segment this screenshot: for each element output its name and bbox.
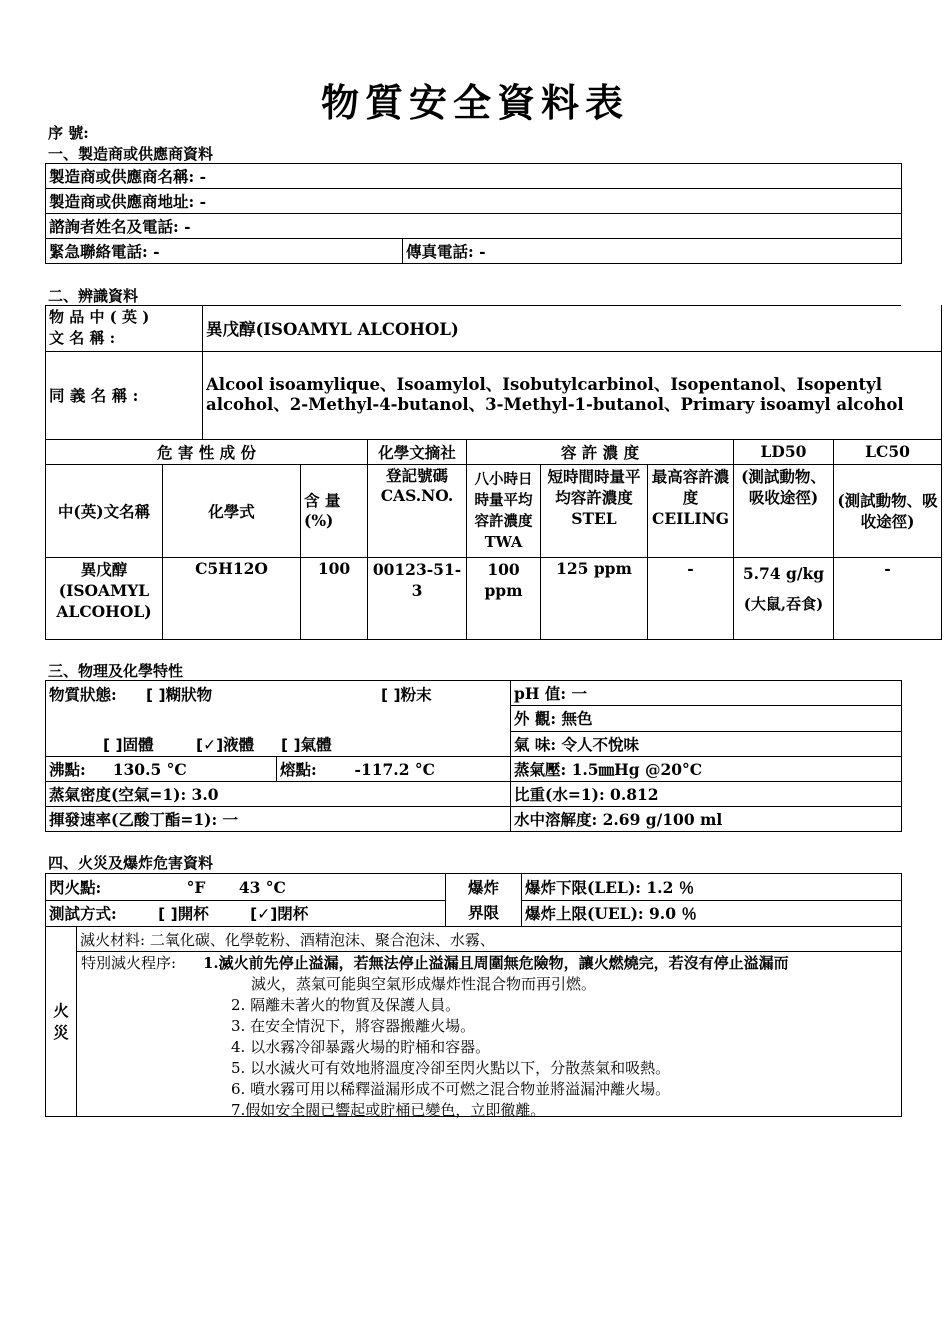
col-name-header: 中(英)文名稱 xyxy=(46,464,163,557)
step-6: 6. 噴水霧可用以稀釋溢漏形成不可燃之混合物並將溢漏沖離火場。 xyxy=(231,1080,671,1098)
row-stel: 125 ppm xyxy=(541,557,648,639)
product-name-label: 物 品 中 ( 英 ) 文 名 稱 : xyxy=(46,305,203,351)
physical-state-cell: 物質狀態: [ ]糊狀物 [ ]粉末 [ ]固體 [✓]液體 [ ]氣體 xyxy=(46,681,511,757)
extinguishing-media-cell: 滅火材料: 二氧化碳、化學乾粉、酒精泡沫、聚合泡沫、水霧、 xyxy=(77,927,902,952)
row-cas: 00123-51-3 xyxy=(368,557,467,639)
section-4-heading: 四、火災及爆炸危害資料 xyxy=(48,854,214,872)
exposure-limits-header: 容 許 濃 度 xyxy=(467,439,734,464)
product-name-value: 異戊醇(ISOAMYL ALCOHOL) xyxy=(203,305,942,351)
fire-label: 火 災 xyxy=(46,927,77,1117)
manufacturer-address-row: 製造商或供應商地址: - xyxy=(46,189,902,214)
test-method-cell: 測試方式: [ ]開杯 [✓]閉杯 xyxy=(46,900,446,927)
col-twa-header: 八小時日時量平均容許濃度 TWA xyxy=(467,464,541,557)
step-5: 5. 以水滅火可有效地將溫度冷卻至閃火點以下，分散蒸氣和吸熱。 xyxy=(231,1059,671,1077)
identification-table xyxy=(45,305,942,640)
row-formula: C5H12O xyxy=(163,557,301,639)
flash-point-cell: 閃火點: °F 43 °C xyxy=(46,874,446,901)
step-4: 4. 以水霧冷卻暴露火場的貯桶和容器。 xyxy=(231,1038,491,1056)
ph-cell: pH 值: 一 xyxy=(511,681,902,706)
explosion-limits-label: 爆炸 界限 xyxy=(446,874,522,927)
fax-cell: 傳真電話: - xyxy=(403,239,902,264)
special-procedures-cell: 特別滅火程序: 1.滅火前先停止溢漏，若無法停止溢漏且周圍無危險物，讓火燃燒完，若沒有停止溢漏而 滅火，蒸氣可能與空氣形成爆炸性混合物而再引燃。 2. 隔離未著火的物質及保護人員。 3. 在安全情況下，將容器搬離火場。 4. 以水霧冷卻暴露火場的貯桶和容器。 5. 以水滅火可有效地將溫度冷卻至閃火點以下，分散蒸氣和吸熱。 6. 噴水霧可用以稀釋溢漏形成不可燃之混合物並將溢漏沖離火場。 7.假如安全閥已響起或貯桶已變色，立即徹離。 xyxy=(77,952,902,1117)
step-3: 3. 在安全情況下，將容器搬離火場。 xyxy=(231,1017,476,1035)
physical-properties-table xyxy=(45,680,902,832)
solubility-cell: 水中溶解度: 2.69 g/100 ml xyxy=(511,807,902,832)
uel-cell: 爆炸上限(UEL): 9.0 ％ xyxy=(522,900,902,927)
odor-cell: 氣 味: 令人不悅味 xyxy=(511,731,902,756)
row-ceiling: - xyxy=(648,557,734,639)
step-7: 7.假如安全閥已響起或貯桶已變色，立即徹離。 xyxy=(231,1101,546,1119)
fire-hazard-table xyxy=(45,873,902,1117)
synonyms-value: Alcool isoamylique、Isoamylol、Isobutylcarbinol、Isopentanol、Isopentyl alcohol、2-Methyl-4-butanol、3-Methyl-1-butanol、Primary isoamyl alcohol xyxy=(203,351,942,439)
serial-number: 序 號: xyxy=(48,124,89,142)
manufacturer-table xyxy=(45,163,902,264)
cas-header: 化學文摘社 xyxy=(368,439,467,464)
step-2: 2. 隔離未著火的物質及保護人員。 xyxy=(231,996,461,1014)
evaporation-rate-cell: 揮發速率(乙酸丁酯=1): 一 xyxy=(46,807,511,832)
vapor-density-cell: 蒸氣密度(空氣=1): 3.0 xyxy=(46,782,511,807)
row-lc50: - xyxy=(834,557,942,639)
hazard-components-header: 危 害 性 成 份 xyxy=(46,439,368,464)
section-3-heading: 三、物理及化學特性 xyxy=(48,662,184,680)
row-name: 異戊醇(ISOAMYL ALCOHOL) xyxy=(46,557,163,639)
section-1-heading: 一、製造商或供應商資料 xyxy=(48,145,214,163)
emergency-phone-cell: 緊急聯絡電話: - xyxy=(46,239,403,264)
ld50-header: LD50 xyxy=(734,439,834,464)
melting-point-cell: 熔點: -117.2 °C xyxy=(277,757,511,782)
row-ld50: 5.74 g/kg (大鼠,吞食) xyxy=(734,557,834,639)
specific-gravity-cell: 比重(水=1): 0.812 xyxy=(511,782,902,807)
step-1-cont: 滅火，蒸氣可能與空氣形成爆炸性混合物而再引燃。 xyxy=(251,975,597,993)
col-ceiling-header: 最高容許濃度 CEILING xyxy=(648,464,734,557)
section-2-heading: 二、辨識資料 xyxy=(48,287,139,305)
col-formula-header: 化學式 xyxy=(163,464,301,557)
row-content: 100 xyxy=(301,557,368,639)
appearance-cell: 外 觀: 無色 xyxy=(511,706,902,731)
step-1: 1.滅火前先停止溢漏，若無法停止溢漏且周圍無危險物，讓火燃燒完，若沒有停止溢漏而 xyxy=(203,954,789,972)
page-title: 物質安全資料表 xyxy=(320,80,629,125)
col-cas-header: 登記號碼 CAS.NO. xyxy=(368,464,467,557)
synonyms-label: 同 義 名 稱 : xyxy=(46,351,203,439)
contact-row: 諮詢者姓名及電話: - xyxy=(46,214,902,239)
row-twa: 100 ppm xyxy=(467,557,541,639)
col-ld50-header: (測試動物、吸收途徑) xyxy=(734,464,834,557)
vapor-pressure-cell: 蒸氣壓: 1.5㎜Hg @20°C xyxy=(511,757,902,782)
boiling-point-cell: 沸點: 130.5 °C xyxy=(46,757,277,782)
col-lc50-header: (測試動物、吸收途徑) xyxy=(834,464,942,557)
manufacturer-name-row: 製造商或供應商名稱: - xyxy=(46,164,902,189)
lel-cell: 爆炸下限(LEL): 1.2 ％ xyxy=(522,874,902,901)
col-stel-header: 短時間時量平均容許濃度 STEL xyxy=(541,464,648,557)
col-content-header: 含 量 (%) xyxy=(301,464,368,557)
lc50-header: LC50 xyxy=(834,439,942,464)
